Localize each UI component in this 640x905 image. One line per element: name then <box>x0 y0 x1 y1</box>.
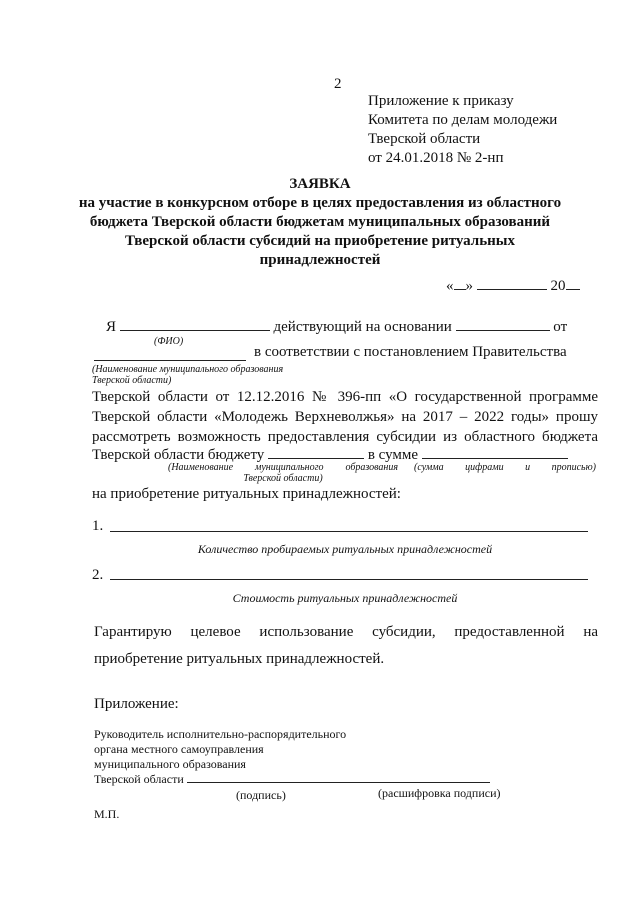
year-prefix: 20 <box>550 278 566 294</box>
signature-region: Тверской области <box>94 772 184 786</box>
day-blank <box>454 277 466 290</box>
signature-line: муниципального образования <box>94 757 246 771</box>
title-heading: ЗАЯВКА <box>289 176 351 192</box>
caption-line: Тверской области) <box>92 375 172 386</box>
appendix-line: Тверской области <box>368 131 481 147</box>
caption-line: Тверской области) <box>243 473 323 484</box>
item2-caption: Стоимость ритуальных принадлежностей <box>232 591 458 605</box>
basis-blank <box>456 318 550 331</box>
title-line: на участие в конкурсном отборе в целях предоставления из областного <box>78 195 562 211</box>
para-line: Тверской области от 12.12.2016 № 396-пп «О государственной программе <box>92 389 598 405</box>
applicant-line <box>106 318 567 336</box>
request-paragraph <box>92 387 598 447</box>
caption-line: (Наименование муниципального образования <box>92 364 284 375</box>
signature-line <box>94 772 490 787</box>
guarantee-line: Гарантирую целевое использование субсидии, предоставленной на <box>94 624 598 640</box>
para-line: Тверской области «Молодежь Верхневолжья» на 2017 – 2022 годы» прошу <box>92 409 598 425</box>
appendix-line: от 24.01.2018 № 2-нп <box>368 150 504 166</box>
appendix-line: Комитета по делам молодежи <box>368 112 558 128</box>
signature-line: органа местного самоуправления <box>94 742 264 756</box>
appendix-block <box>368 92 557 168</box>
month-blank <box>477 277 547 290</box>
item1-caption: Количество пробираемых ритуальных принадлежностей <box>197 542 493 556</box>
fio-caption: (ФИО) <box>154 336 184 347</box>
item1-number: 1. <box>92 518 104 534</box>
signature-caption: (подпись) <box>236 788 286 802</box>
caption-line: (Наименование муниципального образования <box>168 462 398 473</box>
sum-caption <box>414 462 596 473</box>
date-line <box>446 277 580 295</box>
title-line: Тверской области субсидий на приобретение ритуальных <box>124 233 516 249</box>
budget-prefix: Тверской области бюджету <box>92 447 265 463</box>
resolution-text: в соответствии с постановлением Правительства <box>254 344 567 360</box>
item1-blank <box>110 531 588 532</box>
date-quote-close: » <box>465 278 473 294</box>
label-ya: Я <box>106 319 117 335</box>
purpose-text: на приобретение ритуальных принадлежностей: <box>92 486 401 502</box>
label-acting: действующий на основании <box>273 319 452 335</box>
decode-blank <box>292 772 490 783</box>
signature-line: Руководитель исполнительно-распорядительного <box>94 727 347 741</box>
item2-blank <box>110 579 588 580</box>
label-ot: от <box>553 319 568 335</box>
municipality-blank <box>94 360 246 361</box>
attachment-label: Приложение: <box>94 696 179 712</box>
budget-municipality-blank <box>268 446 364 459</box>
budget-sum-label: в сумме <box>367 447 419 463</box>
title-line: бюджета Тверской области бюджетам муниципальных образований <box>89 214 551 230</box>
appendix-line: Приложение к приказу <box>368 93 514 109</box>
item2-number: 2. <box>92 567 104 583</box>
title-line: принадлежностей <box>259 252 381 268</box>
municipality-caption <box>92 364 283 386</box>
caption-line: (сумма цифрами и прописью) <box>414 462 596 473</box>
year-blank <box>566 277 580 290</box>
budget-municipality-caption <box>168 462 398 484</box>
decode-caption: (расшифровка подписи) <box>378 786 501 800</box>
para-line: рассмотреть возможность предоставления субсидии из областного бюджета <box>92 429 598 445</box>
document-title <box>0 175 640 270</box>
guarantee-line: приобретение ритуальных принадлежностей. <box>94 651 385 667</box>
date-quote-open: « <box>446 278 454 294</box>
sum-blank <box>422 446 568 459</box>
stamp-label: М.П. <box>94 807 120 821</box>
fio-blank <box>120 318 270 331</box>
page-number: 2 <box>334 76 342 92</box>
guarantee-paragraph <box>94 624 598 668</box>
signature-title <box>94 727 490 787</box>
signature-blank <box>187 772 293 783</box>
